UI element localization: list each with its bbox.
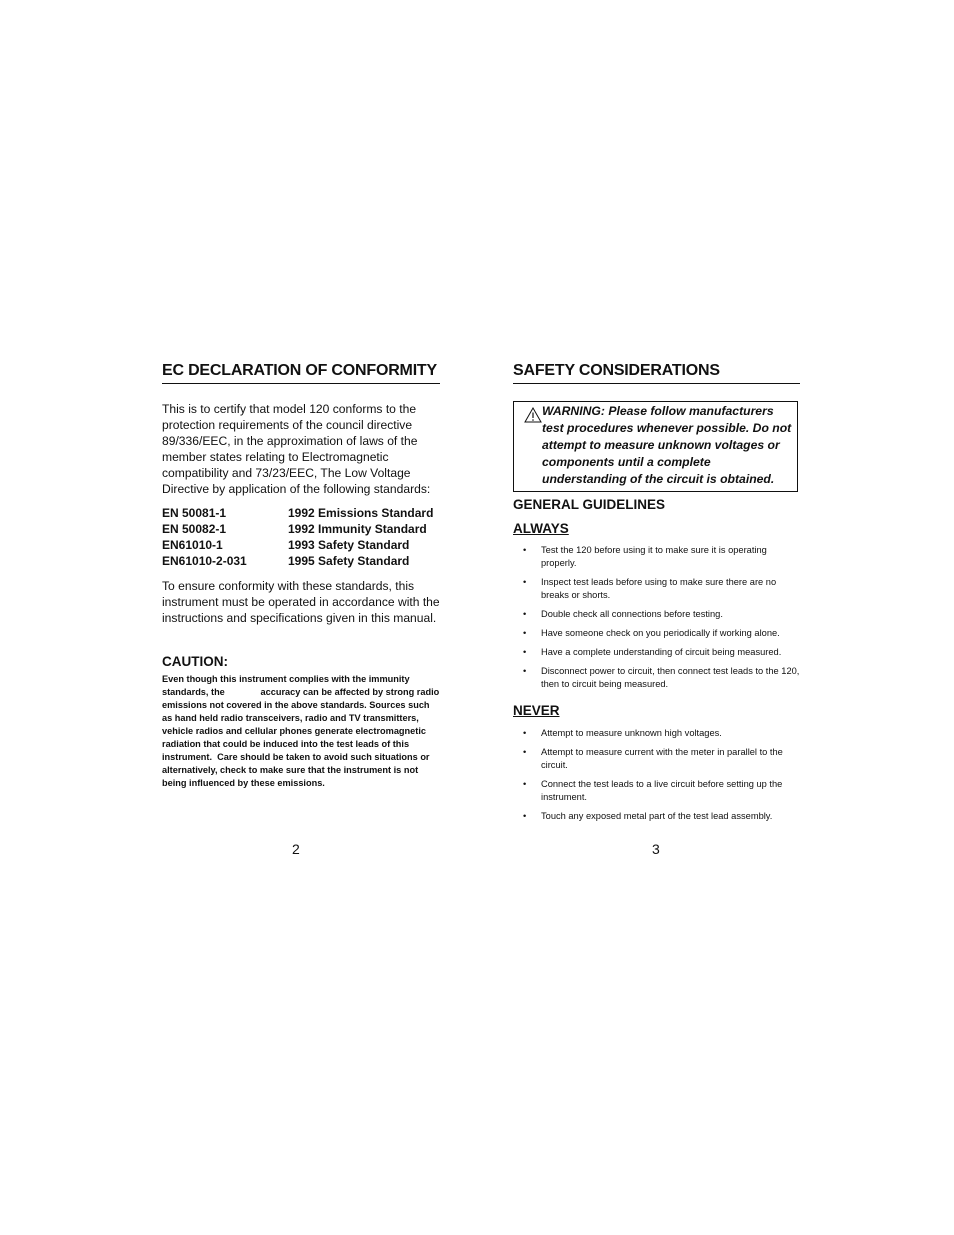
list-item [513, 746, 800, 772]
list-item-text: Touch any exposed metal part of the test lead assembly. [541, 811, 773, 821]
standard-description: 1993 Safety Standard [288, 538, 410, 552]
safety-considerations-heading: SAFETY CONSIDERATIONS [513, 362, 800, 384]
caution-text: Even though this instrument complies with the immunity standards, the accuracy can be affected by strong radio emissions not covered in the above standards. Sources such as hand held radio transceivers, radio and TV transmitters, vehicle radios and cellular phones generate electromagnetic radiation that could be induced into the test leads of this instrument. Care should be taken to avoid such situations or alternatively, check to make sure that the instrument is not being influenced by these emissions. [162, 674, 442, 788]
bullet-icon: • [523, 779, 527, 789]
list-item-text: Disconnect power to circuit, then connect test leads to the 120, then to circuit being measured. [541, 666, 800, 689]
standard-description: 1995 Safety Standard [288, 554, 410, 568]
bullet-icon: • [523, 545, 527, 555]
warning-text: WARNING: Please follow manufacturers test procedures whenever possible. Do not attempt to measure unknown voltages or components until a complete understanding of the circuit is obtained. [542, 404, 792, 486]
standard-code: EN61010-2-031 [162, 554, 247, 568]
standard-code: EN 50082-1 [162, 522, 227, 536]
ec-declaration-heading: EC DECLARATION OF CONFORMITY [162, 362, 440, 384]
standard-code: EN61010-1 [162, 538, 223, 552]
never-heading: NEVER [513, 703, 560, 718]
list-item-text: Connect the test leads to a live circuit before setting up the instrument. [541, 779, 783, 802]
bullet-icon: • [523, 628, 527, 638]
standards-row [162, 553, 433, 569]
list-item [513, 665, 800, 691]
list-item [513, 608, 800, 621]
list-item [513, 576, 800, 602]
list-item-text: Inspect test leads before using to make sure there are no breaks or shorts. [541, 577, 777, 600]
warning-triangle-icon [524, 407, 542, 423]
bullet-icon: • [523, 811, 527, 821]
list-item-text: Have someone check on you periodically if working alone. [541, 628, 780, 638]
page-number: 3 [652, 841, 660, 857]
list-item-text: Attempt to measure unknown high voltages. [541, 728, 722, 738]
list-item [513, 778, 800, 804]
list-item-text: Have a complete understanding of circuit being measured. [541, 647, 782, 657]
list-item [513, 544, 800, 570]
standards-table [162, 505, 433, 569]
standards-row [162, 537, 433, 553]
bullet-icon: • [523, 666, 527, 676]
declaration-intro: This is to certify that model 120 conforms to the protection requirements of the council directive 89/336/EEC, in the approximation of laws of the member states relating to Electromagnetic compatibility and 73/23/EEC, The Low Voltage Directive by application of the following standards: [162, 402, 431, 496]
never-list [513, 727, 800, 829]
standard-code: EN 50081-1 [162, 506, 227, 520]
standard-description: 1992 Emissions Standard [288, 506, 434, 520]
list-item-text: Attempt to measure current with the meter in parallel to the circuit. [541, 747, 783, 770]
always-list [513, 544, 800, 697]
warning-box [513, 401, 798, 492]
standard-description: 1992 Immunity Standard [288, 522, 427, 536]
bullet-icon: • [523, 728, 527, 738]
general-guidelines-heading: GENERAL GUIDELINES [513, 497, 666, 512]
bullet-icon: • [523, 647, 527, 657]
list-item-text: Double check all connections before testing. [541, 609, 723, 619]
bullet-icon: • [523, 609, 527, 619]
list-item [513, 727, 800, 740]
bullet-icon: • [523, 577, 527, 587]
list-item-text: Test the 120 before using it to make sure it is operating properly. [541, 545, 767, 568]
caution-title: CAUTION: [162, 654, 228, 669]
bullet-icon: • [523, 747, 527, 757]
standards-row [162, 521, 433, 537]
standards-row [162, 505, 433, 521]
list-item [513, 810, 800, 823]
page-number: 2 [292, 841, 300, 857]
always-heading: ALWAYS [513, 521, 569, 536]
conformity-note: To ensure conformity with these standards, this instrument must be operated in accordance with the instructions and specifications given in this manual. [162, 579, 440, 625]
list-item [513, 627, 800, 640]
list-item [513, 646, 800, 659]
